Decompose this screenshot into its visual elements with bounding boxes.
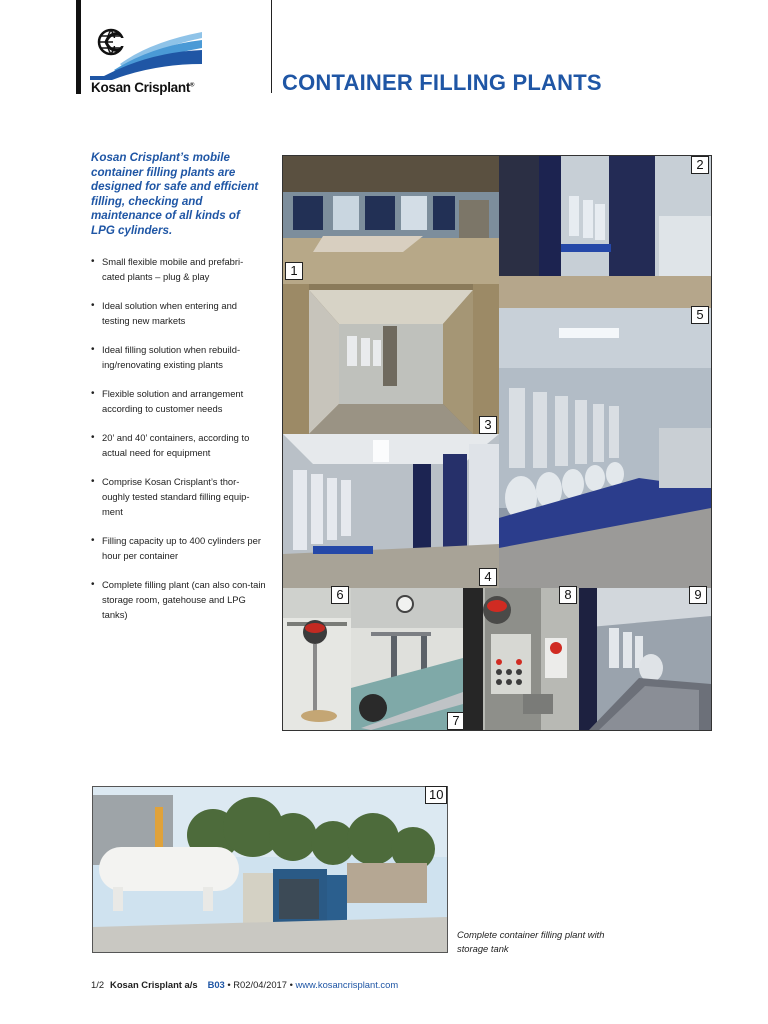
- footer-doc-code: B03: [207, 979, 225, 990]
- photo-container-corridor: [283, 284, 499, 434]
- photo-number-3: 3: [479, 416, 497, 434]
- photo-filling-head: [283, 588, 351, 730]
- photo-number-2: 2: [691, 156, 709, 174]
- feature-item: • Flexible solution and arrangement according to customer needs: [91, 386, 266, 416]
- header-divider: [271, 0, 272, 93]
- brand-name: Kosan Crisplant®: [91, 80, 195, 95]
- footer-company: Kosan Crisplant a/s: [110, 979, 198, 990]
- page-title: CONTAINER FILLING PLANTS: [282, 70, 602, 95]
- feature-list: [91, 254, 266, 622]
- photo-number-9: 9: [689, 586, 707, 604]
- photo-interior-cylinders: [283, 434, 499, 588]
- page-footer: [91, 979, 398, 990]
- photo-control-panel: [463, 588, 579, 730]
- photo-number-6: 6: [331, 586, 349, 604]
- feature-item: • Filling capacity up to 400 cylinders per hour per container: [91, 533, 266, 563]
- kosan-crisplant-logo: [90, 24, 202, 80]
- photo-gauges-piping: [351, 588, 463, 730]
- photo-caption: Complete container filling plant with storage tank: [457, 929, 605, 954]
- feature-item: • Ideal solution when entering and testing new markets: [91, 298, 266, 328]
- photo-number-1: 1: [285, 262, 303, 280]
- footer-website-link[interactable]: www.kosancrisplant.com: [295, 979, 399, 990]
- header-vertical-bar: [76, 0, 81, 94]
- photo-collage: [282, 155, 712, 731]
- photo-number-5: 5: [691, 306, 709, 324]
- feature-item: • Comprise Kosan Crisplant’s thor-oughly tested standard filling equip-ment: [91, 474, 266, 519]
- intro-paragraph: Kosan Crisplant’s mobile container filling plants are designed for safe and efficient filling, checking and maintenance of all kinds of LPG cylinders.: [91, 151, 259, 237]
- photo-cylinder-filling-line: [499, 308, 711, 588]
- feature-item: • Complete filling plant (can also con-tain storage room, gatehouse and LPG tanks): [91, 577, 266, 622]
- footer-separator: •: [286, 979, 296, 990]
- photo-conveyor-line: [579, 588, 711, 730]
- photo-number-7: 7: [447, 712, 465, 730]
- photo-number-8: 8: [559, 586, 577, 604]
- footer-revision: R02/04/2017: [233, 979, 287, 990]
- feature-item: • Ideal filling solution when rebuild-ing/renovating existing plants: [91, 342, 266, 372]
- feature-item: • 20’ and 40’ containers, according to actual need for equipment: [91, 430, 266, 460]
- footer-page-number: 1/2: [91, 979, 105, 990]
- footer-separator: •: [224, 979, 234, 990]
- photo-number-10: 10: [425, 786, 447, 804]
- feature-item: • Small flexible mobile and prefabri-cated plants – plug & play: [91, 254, 266, 284]
- photo-filling-interior-blue: [499, 156, 711, 308]
- photo-number-4: 4: [479, 568, 497, 586]
- photo-outdoor-plant-storage-tank: [92, 786, 448, 953]
- photo-containers-exterior: [283, 156, 499, 284]
